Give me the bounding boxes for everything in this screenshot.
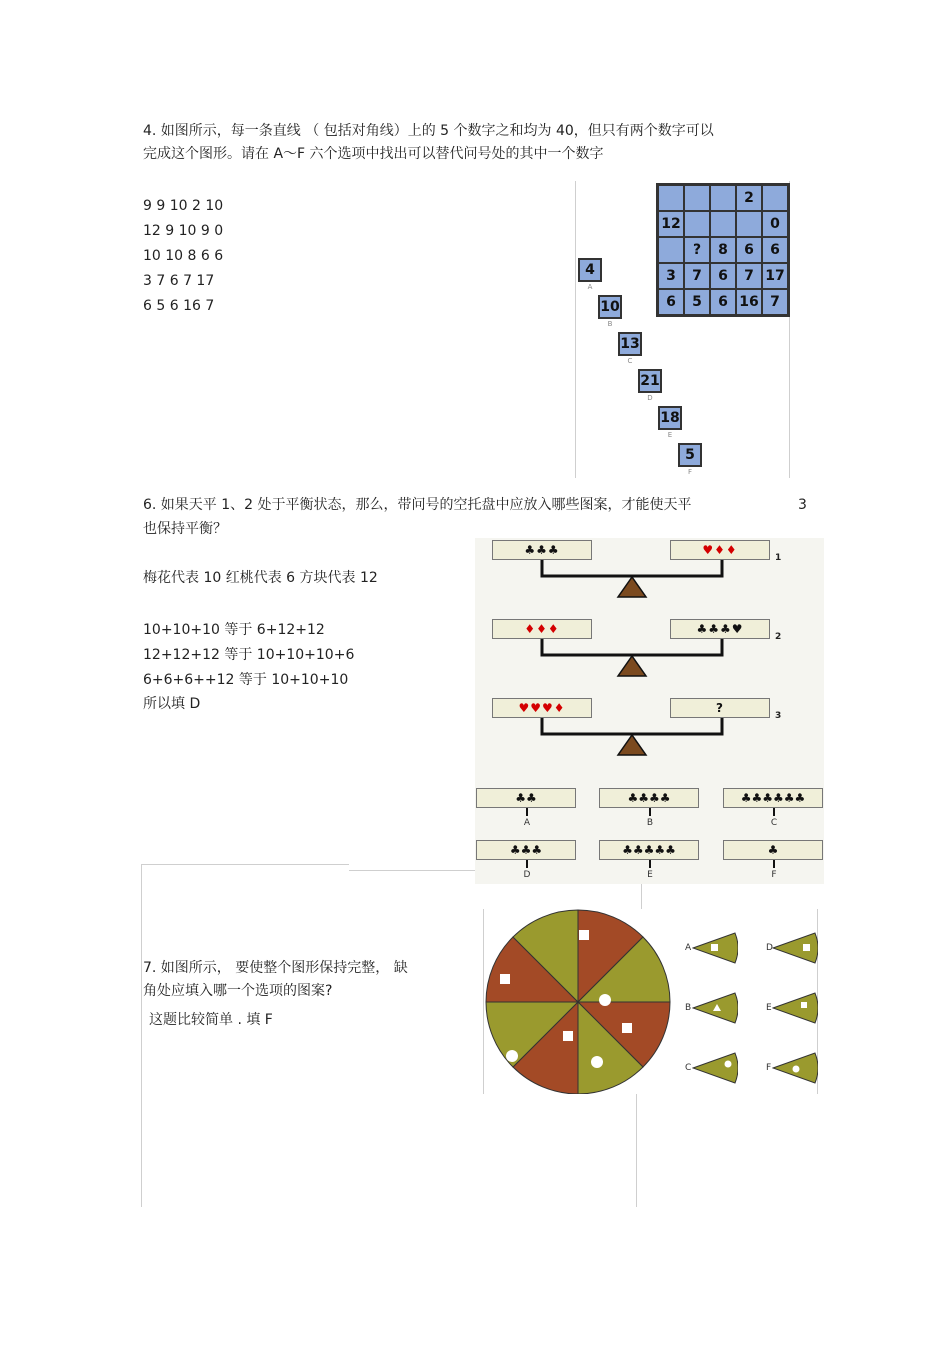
club-heart-symbols: ♣♣♣♥ bbox=[696, 622, 744, 636]
q4-number-grid bbox=[656, 183, 790, 317]
grid-cell bbox=[658, 237, 684, 263]
q7-option-b-wedge bbox=[692, 991, 738, 1027]
scale3-number: 3 bbox=[775, 711, 782, 721]
q4-option-b: 10 bbox=[598, 295, 622, 319]
q7-answer: 这题比较简单 . 填 F bbox=[149, 1012, 273, 1028]
q4-option-e-label: E bbox=[667, 431, 673, 439]
q4-figure bbox=[575, 181, 790, 478]
club-symbols: ♣♣♣♣♣♣ bbox=[740, 791, 806, 805]
q7-option-e-wedge bbox=[772, 991, 818, 1027]
grid-cell-question: ? bbox=[684, 237, 710, 263]
q4-option-a: 4 bbox=[578, 258, 602, 282]
q4-option-c: 13 bbox=[618, 332, 642, 356]
q4-prompt-line2: 完成这个图形。请在 A～F 六个选项中找出可以替代问号处的其中一个数字 bbox=[143, 146, 604, 162]
q6-answer: 所以填 D bbox=[143, 696, 201, 712]
q4-option-e: 18 bbox=[658, 406, 682, 430]
club-symbols: ♣♣♣♣♣ bbox=[622, 843, 676, 857]
frame-line bbox=[636, 1094, 637, 1207]
frame-line bbox=[641, 884, 642, 909]
q7-option-d-label: D bbox=[766, 943, 773, 953]
grid-cell bbox=[658, 185, 684, 211]
q6-option-b-label: B bbox=[646, 818, 654, 828]
club-symbols: ♣♣♣ bbox=[509, 843, 543, 857]
grid-cell bbox=[736, 211, 762, 237]
club-symbols: ♣ bbox=[767, 843, 779, 857]
q7-option-f-label: F bbox=[766, 1063, 772, 1073]
q6-equation-1: 10+10+10 等于 6+12+12 bbox=[143, 622, 325, 638]
grid-cell: 6 bbox=[762, 237, 788, 263]
q4-option-f-label: F bbox=[687, 468, 693, 476]
q4-option-b-label: B bbox=[607, 320, 613, 328]
grid-cell: 0 bbox=[762, 211, 788, 237]
scale1-beam bbox=[475, 538, 824, 598]
q6-equation-2: 12+12+12 等于 10+10+10+6 bbox=[143, 647, 355, 663]
grid-cell: 17 bbox=[762, 263, 788, 289]
q6-option-d-stem bbox=[526, 860, 528, 868]
grid-cell: 5 bbox=[684, 289, 710, 315]
question-mark: ? bbox=[716, 701, 724, 715]
frame-line bbox=[141, 864, 142, 1207]
heart-diamond-symbols: ♥♥♥♦ bbox=[518, 701, 566, 715]
q6-legend: 梅花代表 10 红桃代表 6 方块代表 12 bbox=[143, 570, 378, 586]
scale2-beam bbox=[475, 617, 824, 677]
q6-option-b-pan bbox=[599, 788, 699, 808]
q4-option-c-label: C bbox=[627, 357, 633, 365]
q6-option-e-stem bbox=[649, 860, 651, 868]
q7-option-f-wedge bbox=[772, 1051, 818, 1087]
q6-option-a-stem bbox=[526, 808, 528, 816]
grid-cell bbox=[710, 185, 736, 211]
q6-option-e-label: E bbox=[647, 870, 653, 880]
grid-cell: 12 bbox=[658, 211, 684, 237]
q7-option-b-label: B bbox=[685, 1003, 692, 1013]
q7-option-a-wedge bbox=[692, 931, 738, 967]
q7-circle-wheel bbox=[484, 909, 674, 1094]
grid-cell bbox=[762, 185, 788, 211]
q6-option-c-pan bbox=[723, 788, 823, 808]
q6-option-e-pan bbox=[599, 840, 699, 860]
grid-cell: 6 bbox=[658, 289, 684, 315]
q4-prompt-line1: 4. 如图所示，每一条直线 （ 包括对角线）上的 5 个数字之和均为 40，但只有两个数字可以 bbox=[143, 123, 714, 139]
grid-cell: 2 bbox=[736, 185, 762, 211]
q7-prompt-line2: 角处应填入哪一个选项的图案? bbox=[143, 983, 333, 999]
q6-option-f-stem bbox=[773, 860, 775, 868]
q4-option-d-label: D bbox=[647, 394, 653, 402]
q4-row-5: 6 5 6 16 7 bbox=[143, 298, 215, 314]
diamond-symbols: ♦♦♦ bbox=[524, 622, 560, 636]
heart-diamond-symbols: ♥♦♦ bbox=[702, 543, 738, 557]
grid-cell: 6 bbox=[736, 237, 762, 263]
q7-figure bbox=[483, 909, 818, 1094]
q6-option-f-label: F bbox=[771, 870, 777, 880]
grid-cell: 3 bbox=[658, 263, 684, 289]
q7-prompt-line1: 7. 如图所示， 要使整个图形保持完整， 缺 bbox=[143, 960, 408, 976]
grid-cell: 8 bbox=[710, 237, 736, 263]
q6-option-d-label: D bbox=[523, 870, 531, 880]
grid-cell: 6 bbox=[710, 289, 736, 315]
grid-cell: 7 bbox=[684, 263, 710, 289]
club-symbols: ♣♣♣ bbox=[524, 543, 560, 557]
q4-option-d: 21 bbox=[638, 369, 662, 393]
grid-cell: 16 bbox=[736, 289, 762, 315]
q7-option-d-wedge bbox=[772, 931, 818, 967]
grid-cell bbox=[710, 211, 736, 237]
q7-option-c-label: C bbox=[685, 1063, 692, 1073]
scale2-number: 2 bbox=[775, 632, 782, 642]
grid-cell: 6 bbox=[710, 263, 736, 289]
q6-option-a-pan bbox=[476, 788, 576, 808]
q7-option-a-label: A bbox=[685, 943, 692, 953]
q6-equation-3: 6+6+6++12 等于 10+10+10 bbox=[143, 672, 349, 688]
scale1-number: 1 bbox=[775, 553, 782, 563]
grid-cell: 7 bbox=[736, 263, 762, 289]
q4-row-4: 3 7 6 7 17 bbox=[143, 273, 215, 289]
q4-row-3: 10 10 8 6 6 bbox=[143, 248, 224, 264]
q6-figure bbox=[475, 538, 824, 884]
club-symbols: ♣♣ bbox=[515, 791, 537, 805]
grid-cell: 7 bbox=[762, 289, 788, 315]
q6-option-b-stem bbox=[649, 808, 651, 816]
q4-option-a-label: A bbox=[587, 283, 593, 291]
q6-option-c-stem bbox=[773, 808, 775, 816]
q4-option-f: 5 bbox=[678, 443, 702, 467]
q6-option-c-label: C bbox=[770, 818, 778, 828]
grid-cell bbox=[684, 211, 710, 237]
frame-line bbox=[141, 864, 349, 865]
club-symbols: ♣♣♣♣ bbox=[627, 791, 671, 805]
q7-option-e-label: E bbox=[766, 1003, 772, 1013]
q6-prompt-scale-number: 3 bbox=[798, 497, 807, 513]
q4-row-2: 12 9 10 9 0 bbox=[143, 223, 224, 239]
q6-option-a-label: A bbox=[523, 818, 531, 828]
q4-row-1: 9 9 10 2 10 bbox=[143, 198, 224, 214]
grid-cell bbox=[684, 185, 710, 211]
frame-line bbox=[349, 870, 475, 871]
q6-prompt-line1: 6. 如果天平 1、2 处于平衡状态，那么，带问号的空托盘中应放入哪些图案，才能使天平 bbox=[143, 497, 692, 513]
q6-option-f-pan bbox=[723, 840, 823, 860]
scale3-beam bbox=[475, 696, 824, 756]
q6-option-d-pan bbox=[476, 840, 576, 860]
q6-prompt-line2: 也保持平衡？ bbox=[143, 521, 227, 537]
q7-option-c-wedge bbox=[692, 1051, 738, 1087]
